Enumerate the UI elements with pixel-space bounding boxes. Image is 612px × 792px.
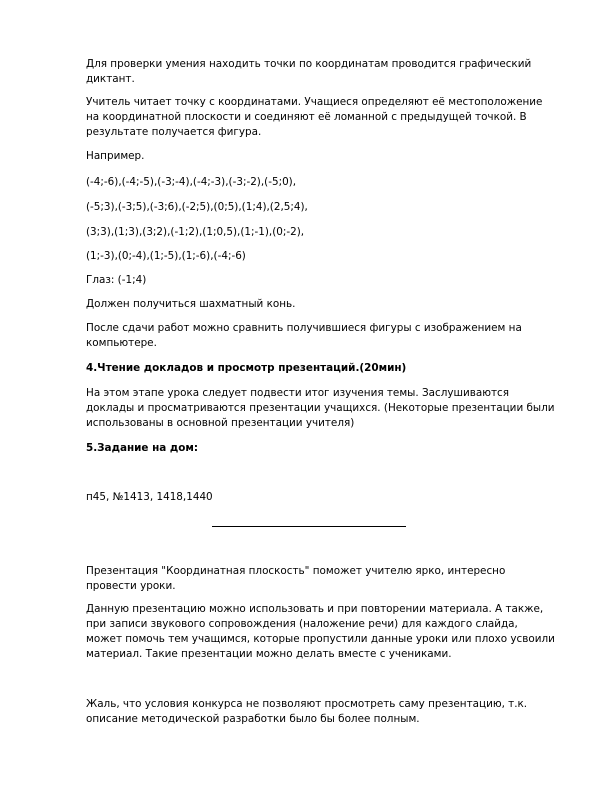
- paragraph-contest: Жаль, что условия конкурса не позволяют просмотреть саму презентацию, т.к. описание методической разработки было бы более полным.: [86, 698, 528, 725]
- homework-text: п45, №1413, 1418,1440: [86, 491, 213, 503]
- paragraph-usage: Данную презентацию можно использовать и при повторении материала. А также, при записи звукового сопровождения (наложение речи) для каждого слайда, может помочь тем учащимся, которые пропустили данные уроки или плохо усвоили материал. Такие презентации можно делать вместе с учениками.: [86, 603, 555, 660]
- eye-coordinate: Глаз: (-1;4): [86, 274, 147, 286]
- coordinates-line-4: (1;-3),(0;-4),(1;-5),(1;-6),(-4;-6): [86, 250, 246, 262]
- paragraph-example: Например.: [86, 150, 145, 162]
- paragraph-compare: После сдачи работ можно сравнить получившиеся фигуры с изображением на компьютере.: [86, 322, 522, 349]
- paragraph-summary: На этом этапе урока следует подвести итог изучения темы. Заслушиваются доклады и просматриваются презентации учащихся. (Некоторые презентации были использованы в основной презентации учителя): [86, 387, 555, 429]
- paragraph-teacher-reads: Учитель читает точку с координатами. Учащиеся определяют её местоположение на координатной плоскости и соединяют её ломанной с предыдущей точкой. В результате получается фигура.: [86, 96, 543, 138]
- paragraph-presentation: Презентация "Координатная плоскость" поможет учителю ярко, интересно провести уроки.: [86, 565, 506, 592]
- coordinates-line-1: (-4;-6),(-4;-5),(-3;-4),(-4;-3),(-3;-2),(-5;0),: [86, 176, 297, 188]
- heading-section-5: 5.Задание на дом:: [86, 442, 199, 454]
- horizontal-divider: [212, 526, 406, 527]
- coordinates-line-2: (-5;3),(-3;5),(-3;6),(-2;5),(0;5),(1;4),(2,5;4),: [86, 201, 308, 213]
- heading-section-4: 4.Чтение докладов и просмотр презентаций.(20мин): [86, 362, 407, 374]
- paragraph-result: Должен получиться шахматный конь.: [86, 298, 296, 310]
- coordinates-line-3: (3;3),(1;3),(3;2),(-1;2),(1;0,5),(1;-1),(0;-2),: [86, 226, 305, 238]
- paragraph-dictation-intro: Для проверки умения находить точки по координатам проводится графический диктант.: [86, 58, 532, 85]
